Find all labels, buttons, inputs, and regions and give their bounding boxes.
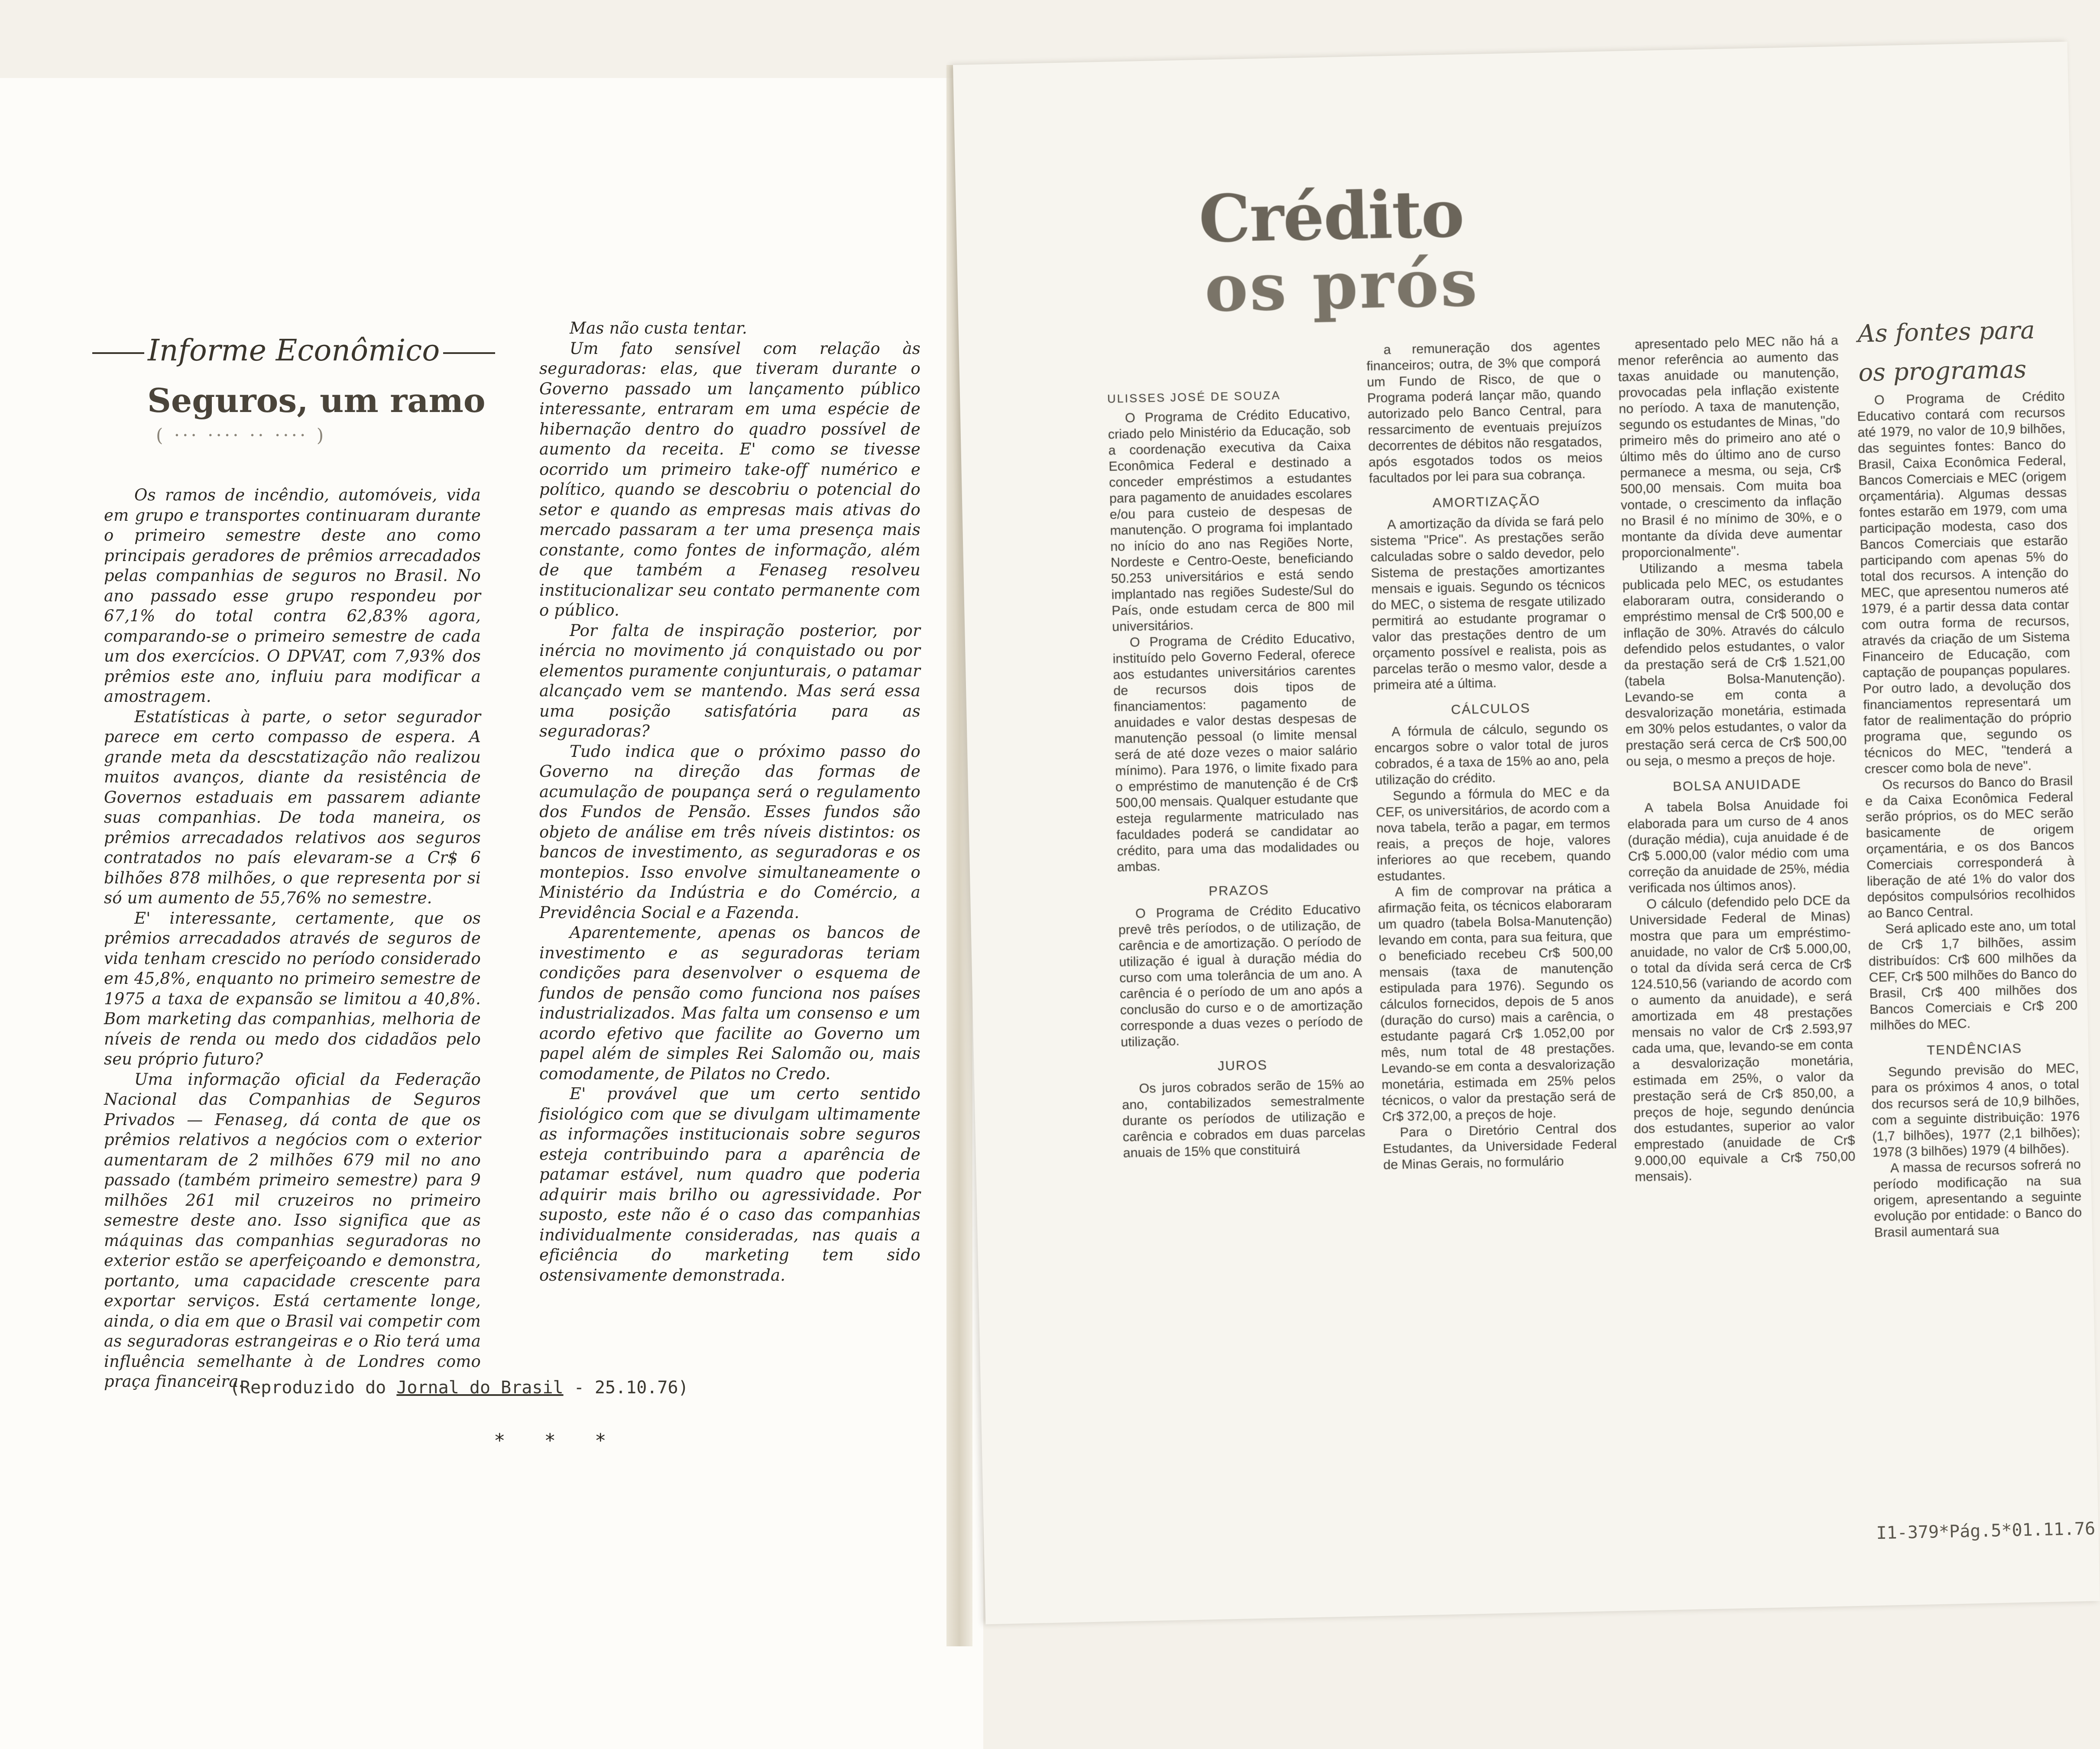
paragraph: Aparentemente, apenas os bancos de investimento e as seguradoras teriam condições para desenvolver o esquema de fundos de pensão como funciona nos países industrializados. Mas falta um consenso e um acordo efetivo que facilite ao Governo um papel além de simples Rei Salomão ou, mais comodamente, de Pilatos no Credo.: [539, 923, 920, 1083]
credit-prefix: (Reproduzido do: [230, 1378, 397, 1398]
paragraph: O Programa de Crédito Educativo contará com recursos até 1979, no valor de 10,9 bilhões, das seguintes fontes: Banco do Brasil, Caixa Econômica Federal, Bancos Comerciais e MEC (origem orçamentária). Algumas dessas fontes estarão em 1979, com uma participação modesta, caso dos Bancos Comerciais que estarão participando com apenas 5% do total dos recursos. A intenção do MEC, que apresentou numeros até 1979, é a partir dessa data contar com outra forma de recursos, através da criação de um Sistema Financeiro de Educação, com captação de poupanças populares. Por outro lado, a devolução dos financiamentos representará um fator de realimentação do próprio programa que, segundo os técnicos do MEC, "tenderá a crescer como bola de neve".: [1857, 389, 2072, 777]
subhead-bolsa-anuidade: BOLSA ANUIDADE: [1672, 776, 1802, 794]
paragraph: Utilizando a mesma tabela publicada pelo MEC, os estudantes elaboraram outra, considerando o empréstimo mensal de Cr$ 500,00 e inflação de 30%. Através do cálculo defendido pelos estudantes, o valor da prestação será de Cr$ 1.521,00 (tabela Bolsa-Manutenção). Levando-se em conta a desvalorização monetária, estimada em 30% pelos estudantes, o valor da prestação será cerca de Cr$ 500,00 ou seja, o mesmo a preços de hoje.: [1622, 557, 1847, 769]
title-rule-left: [92, 352, 144, 354]
section-title: [89, 334, 499, 368]
paragraph: Tudo indica que o próximo passo do Governo na direção das formas de acumulação de poupança será o regulamento dos Fundos de Pensão. Esses fundos são objeto de análise em três níveis distintos: os bancos de investimento, as seguradoras e os montepios. Isso envolve simultaneamente o Ministério da Indústria e do Comércio, a Previdência Social e a Fazenda.: [539, 742, 920, 922]
col2-calculos-body: [1374, 720, 1617, 1173]
col3-bolsa-body: [1627, 796, 1856, 1185]
col1-juros-body: [1121, 1076, 1366, 1162]
subheadline: ( ··· ···· ·· ···· ): [156, 425, 327, 446]
paragraph: Os ramos de incêndio, automóveis, vida em grupo e transportes continuaram durante o primeiro semestre deste ano como principais geradores de prêmios arrecadados pelas companhias de seguros no Brasil. No ano passado esse grupo respondeu por 67,1% do total contra 62,83% agora, comparando-se o primeiro semestre de cada um dos exercícios. O DPVAT, com 7,93% dos prêmios este ano, influiu para modificar a amostragem.: [104, 486, 481, 706]
col4-body: [1857, 388, 2078, 1034]
paragraph: Para o Diretório Central dos Estudantes, da Universidade Federal de Minas Gerais, no formulário: [1383, 1120, 1617, 1172]
credit-suffix: - 25.10.76): [563, 1378, 689, 1398]
paragraph: Os juros cobrados serão de 15% ao ano, contabilizados semestralmente durante os períodos de utilização e carência e cobrados em duas parcelas anuais de 15% que constituirá: [1121, 1076, 1366, 1161]
subhead-juros: JUROS: [1217, 1057, 1268, 1074]
source-credit: [230, 1378, 689, 1398]
headline: Seguros, um ramo: [147, 381, 486, 420]
paragraph: Estatísticas à parte, o setor segurador parece em certo compasso de espera. A grande meta da descstatização não realizou muitos avanços, diante da resistência de Governos estaduais em passarem adiante suas companhias. De toda maneira, os prêmios arrecadados relativos aos seguros contratados no país elevaram-se a Cr$ 6 bilhões 878 milhões, o que representa por si só um aumento de 55,76% no semestre.: [104, 707, 481, 907]
paragraph: O Programa de Crédito Educativo prevê três períodos, o de utilização, de carência e de amortização. O período de utilização é igual à duração média do curso com uma tolerância de um ano. A carência é o período de um ano após a conclusão do curso e o de amortização corresponde a duas vezes o período de utilização.: [1118, 901, 1363, 1050]
paragraph: Será aplicado este ano, um total de Cr$ 1,7 bilhões, assim distribuídos: Cr$ 600 milhões da CEF, Cr$ 500 milhões do Banco do Brasil, Cr$ 400 milhões dos Bancos Comerciais e Cr$ 200 milhões do MEC.: [1868, 918, 2078, 1033]
title-rule-right: [443, 352, 495, 354]
paragraph: a remuneração dos agentes financeiros; outra, de 3% que comporá um Fundo de Risco, de que o Programa poderá lançar mão, quando autorizado pelo Banco Central, para ressarcimento de eventuais prejuízos decorrentes de débitos não resgatados, após esgotados todos os meios facultados por lei para sua cobrança.: [1366, 337, 1603, 486]
paragraph: Mas não custa tentar.: [570, 319, 747, 337]
paragraph: A fim de comprovar na prática a afirmação feita, os técnicos elaboraram um quadro (tabela Bolsa-Manutenção) levando em conta, para sua feitura, que o beneficiado recebeu Cr$ 500,00 mensais (taxa de manutenção estipulada para 1976). Segundo os cálculos fornecidos, depois de 5 anos (duração do curso) mais a carência, o estudante pagará Cr$ 1.052,00 por mês, num total de 48 prestações. Levando-se em conta a desvalorização monetária, estimada em 25% pelos técnicos, o valor da prestação será de Cr$ 372,00, a preços de hoje.: [1377, 880, 1616, 1124]
paragraph: Uma informação oficial da Federação Nacional das Companhias de Seguros Privados — Fenaseg, dá conta de que os prêmios relativos a negócios com o exterior aumentaram de 2 milhões 679 mil no ano passado (também primeiro semestre) para 9 milhões 261 mil cruzeiros no primeiro semestre deste ano. Isso significa que as máquinas das companhias seguradoras no exterior estão se aperfeiçoando e demonstra, portanto, uma capacidade crescente para exportar serviços. Está certamente longe, ainda, o dia em que o Brasil vai competir com as seguradoras estrangeiras e o Rio terá uma influência semelhante à de Londres como praça financeira.: [104, 1070, 481, 1391]
paragraph: O cálculo (defendido pelo DCE da Universidade Federal de Minas) mostra que para um empréstimo-anuidade, no valor de Cr$ 5.000,00, o total da dívida será cerca de Cr$ 124.510,56 (variando de acordo com o aumento da anuidade), e será amortizada em 48 prestações mensais no valor de Cr$ 2.593,97 cada uma, que, levando-se em conta a desvalorização monetária, estimada em 25%, o valor da prestação será de Cr$ 850,00, a preços de hoje, segundo denúncia dos estudantes, superior ao valor emprestado (anuidade de Cr$ 9.000,00 equivale a Cr$ 750,00 mensais).: [1629, 892, 1856, 1184]
paragraph: A amortização da dívida se fará pelo sistema "Price". As prestações serão calculadas sobre o saldo devedor, pelo Sistema de prestações amortizantes mensais e iguais. Segundo os técnicos do MEC, o sistema de resgate utilizado permitirá ao estudante programar o valor das prestações dentro de um orçamento possível e realista, pois as parcelas terão o mesmo valor, desde a primeira até a última.: [1370, 513, 1607, 693]
subhead-tendencias: TENDÊNCIAS: [1926, 1040, 2022, 1058]
credit-source: Jornal do Brasil: [396, 1378, 564, 1398]
subhead-prazos: PRAZOS: [1208, 882, 1270, 899]
subhead-amortizacao: AMORTIZAÇÃO: [1432, 493, 1541, 511]
paragraph: A tabela Bolsa Anuidade foi elaborada para um curso de 4 anos (duração média), cuja anuidade é de Cr$ 5.000,00 (valor médio com uma correção da anuidade de 25%, média verificada nos últimos anos).: [1627, 796, 1850, 896]
paragraph: Segundo a fórmula do MEC e da CEF, os universitários, de acordo com a nova tabela, terão a pagar, em termos reais, a preços de hoje, valores inferiores ao que recebem, quando estudantes.: [1375, 784, 1611, 884]
right-clipping-page: [953, 42, 2100, 1624]
col3-body: [1617, 332, 1847, 769]
paragraph: Um fato sensível com relação às seguradoras: elas, que tiveram durante o Governo passado um lançamento público interessante, entraram em uma espécie de hibernação dentro do quadro possível de aumento da receita. E' como se tivesse ocorrido um primeiro take-off numérico e político, quando se descobriu o potencial do setor e quando as empresas mais ativas do mercado passaram a ter uma presença mais constante, como fontes de informação, além de que também a Fenaseg resolveu institucionalizar seu contato permanente com o público.: [539, 339, 920, 620]
col2-body: [1366, 337, 1603, 487]
end-marks: ***: [494, 1430, 645, 1452]
headline-line-2: os prós: [1204, 244, 1480, 327]
paragraph: Os recursos do Banco do Brasil e da Caixa Econômica Federal serão próprios, os do MEC serão basicamente de origem orçamentária, e os dos Bancos Comerciais corresponderá à liberação de até 1% do valor dos depósitos compulsórios recolhidos ao Banco Central.: [1865, 773, 2075, 921]
paragraph: E' interessante, certamente, que os prêmios arrecadados através de seguros de vida tenham crescido no período considerado em 45,8%, enquanto no primeiro semestre de 1975 a taxa de expansão se limitou a 40,8%. Bom marketing das companhias, melhoria de níveis de renda ou medo dos cidadãos pelo seu próprio futuro?: [104, 909, 481, 1068]
subhead-calculos: CÁLCULOS: [1451, 700, 1531, 717]
article-column-1: [1107, 386, 1366, 1161]
paragraph: O Programa de Crédito Educativo, criado pelo Ministério da Educação, sob a coordenação executiva da Caixa Econômica Federal e destinado a conceder empréstimos a estudantes para pagamento de anuidades escolares e/ou para custeio de despesas de manutenção. O programa foi implantado no início do ano nas Regiões Norte, Nordeste e Centro-Oeste, beneficiando 50.253 universitários e está sendo implantado nas regiões Sudeste/Sul do País, onde estudam cerca de 800 mil universitários.: [1108, 406, 1355, 634]
article-column-3: [1617, 332, 1856, 1185]
paragraph: Segundo previsão do MEC, para os próximos 4 anos, o total dos recursos será de 10,9 bilhões, com a seguinte distribuição: 1976 (1,7 bilhões), 1977 (2,1 bilhões); 1978 (3 bilhões) 1979 (4 bilhões).: [1871, 1061, 2081, 1160]
col1-prazos-body: [1118, 901, 1364, 1051]
left-clipping-page: [0, 78, 983, 1749]
headline-line-1: Crédito: [1198, 175, 1465, 258]
byline: ULISSES JOSÉ DE SOUZA: [1107, 389, 1281, 406]
article-column-2: [1366, 337, 1617, 1173]
paragraph: A massa de recursos sofrerá no período modificação na sua origem, apresentando a seguinte evolução por entidade: o Banco do Brasil aumentará sua: [1873, 1157, 2082, 1240]
article-column-4: [1857, 388, 2082, 1241]
article-column-2: [539, 318, 920, 1285]
folio-stamp: I1-379*Pág.5*01.11.76: [1876, 1519, 2096, 1544]
col2-amortizacao-body: [1370, 513, 1607, 694]
paragraph: apresentado pelo MEC não há a menor referência ao aumento das taxas anuidade ou manutenção, provocadas pela inflação existente no período. A taxa de manutenção, segundo os estudantes de Minas, "do primeiro mês do primeiro ano até o último mês do último ano de curso permanece a mesma, ou seja, Cr$ 500,00 mensais. Com muita boa vontade, o crescimento da inflação no Brasil é no mínimo de 30%, e o montante da dívida deve aumentar proporcionalmente".: [1617, 333, 1843, 561]
col1-body: [1108, 406, 1360, 875]
article-column-1: [104, 485, 481, 1392]
paragraph: E' provável que um certo sentido fisiológico com que se divulgam ultimamente as informações institucionais sobre seguros esteja contribuindo para a aparência de patamar estável, num quadro que poderia adquirir mais brilho ou agressividade. Por suposto, este não é o caso das companhias individualmente consideradas, nas quais a eficiência do marketing tem sido ostensivamente demonstrada.: [539, 1084, 920, 1285]
paragraph: Por falta de inspiração posterior, por inércia no movimento já conquistado ou por elementos puramente conjunturais, o patamar alcançado vem se mantendo. Mas será essa uma posição satisfatória para as seguradoras?: [539, 621, 920, 740]
col4-tendencias-body: [1871, 1060, 2082, 1241]
sidebar-headline: As fontes para os programas: [1857, 316, 2035, 387]
paragraph: O Programa de Crédito Educativo, instituído pelo Governo Federal, oferece aos estudantes universitários carentes de recursos dois tipos de financiamentos: pagamento de anuidades e valor destas despesas de manutenção pessoal (o limite mensal será de até doze vezes o maior salário mínimo). Para 1976, o limite fixado para o empréstimo de manutenção é de Cr$ 500,00 mensais. Qualquer estudante que esteja regularmente matriculado nas faculdades poderá se candidatar ao crédito, para uma das modalidades ou ambas.: [1112, 630, 1360, 875]
paragraph: A fórmula de cálculo, segundo os encargos sobre o valor total de juros cobrados, é a taxa de 15% ao ano, pela utilização do crédito.: [1374, 720, 1609, 788]
section-title-text: Informe Econômico: [148, 334, 440, 368]
